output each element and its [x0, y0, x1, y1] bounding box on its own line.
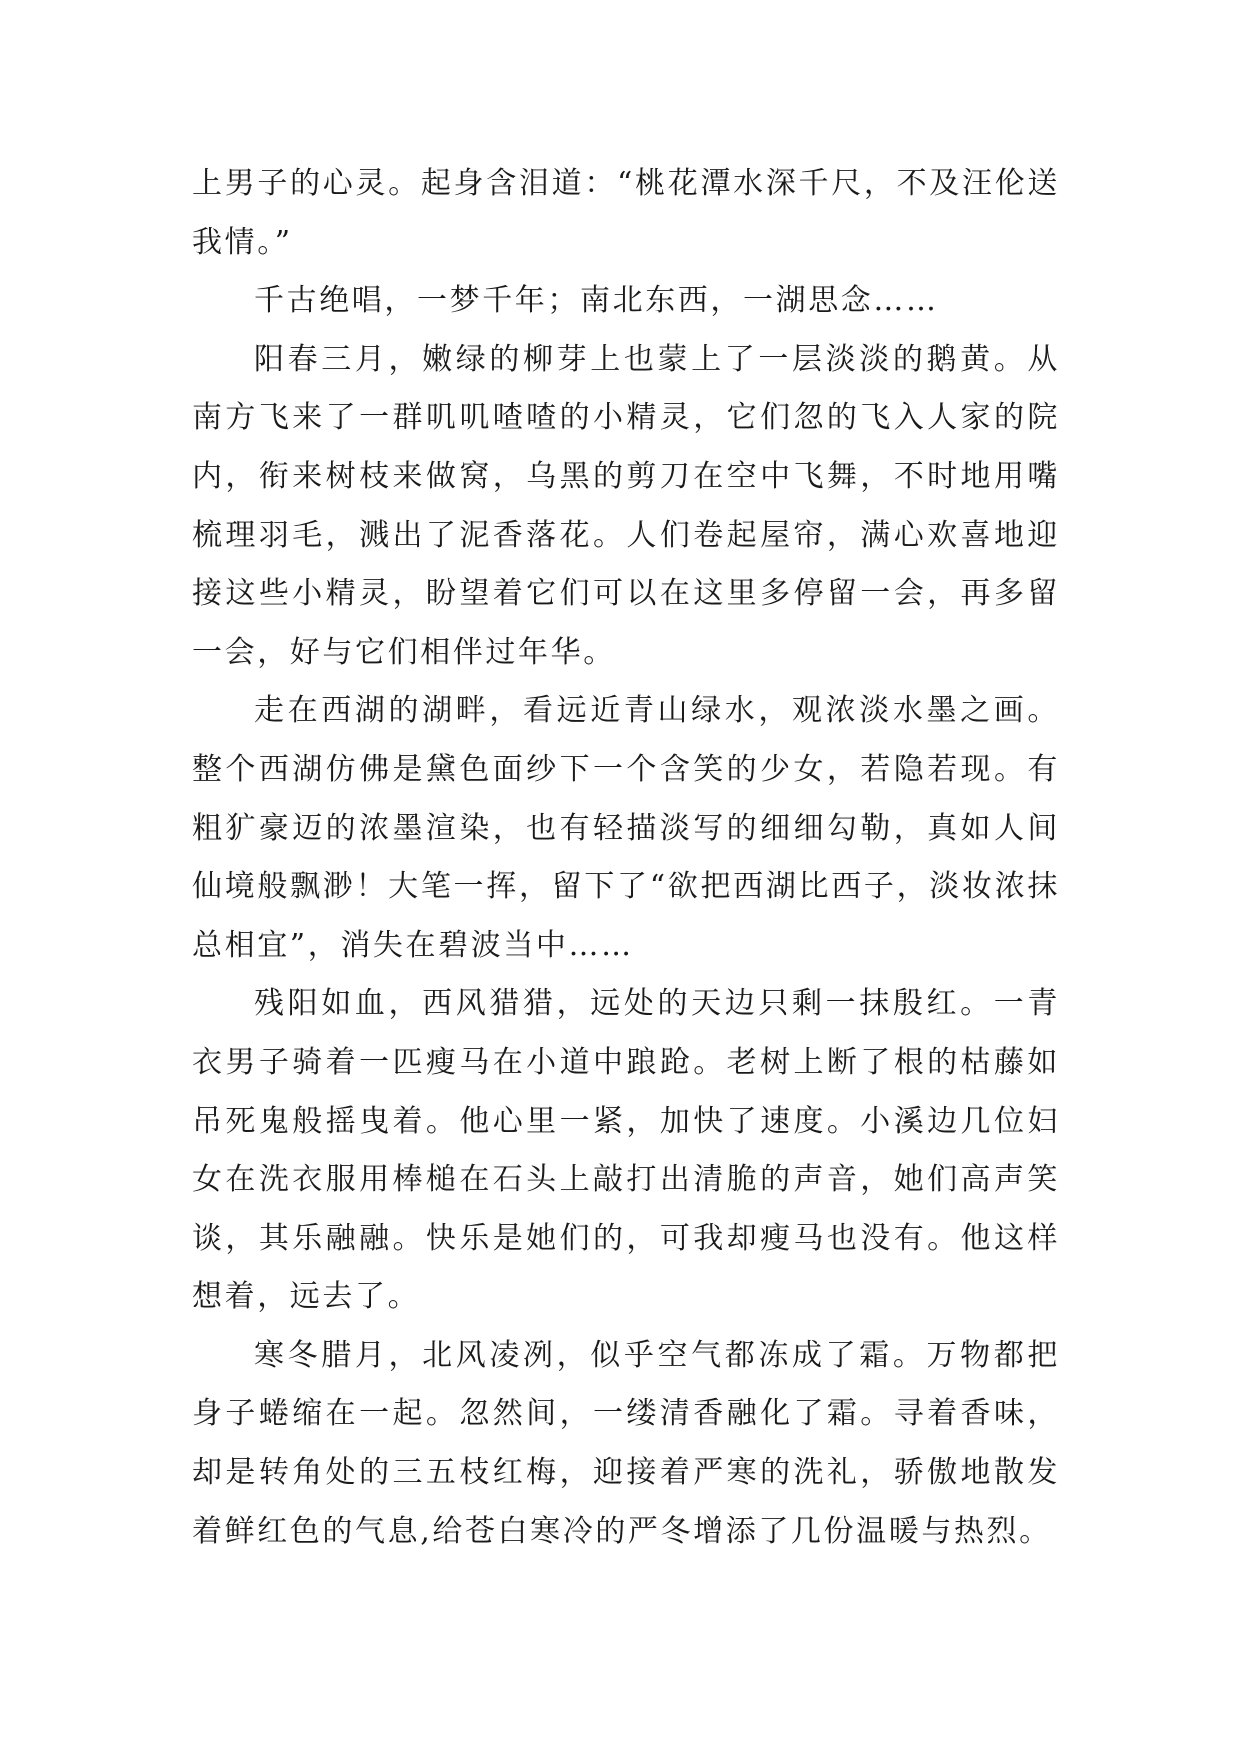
paragraph-winter: 寒冬腊月，北风凌冽，似乎空气都冻成了霜。万物都把身子蜷缩在一起。忽然间，一缕清香融化了霜。寻着香味，却是转角处的三五枝红梅，迎接着严寒的洗礼，骄傲地散发着鲜红色的气息,给苍白寒冷的严冬增添了几份温暖与热烈。	[192, 1337, 1060, 1549]
paragraph-spring: 阳春三月，嫩绿的柳芽上也蒙上了一层淡淡的鹅黄。从南方飞来了一群叽叽喳喳的小精灵，它们忽的飞入人家的院内，衔来树枝来做窝，乌黑的剪刀在空中飞舞，不时地用嘴梳理羽毛，溅出了泥香落花。人们卷起屋帘，满心欢喜地迎接这些小精灵，盼望着它们可以在这里多停留一会，再多留一会，好与它们相伴过年华。	[192, 341, 1060, 670]
paragraph-continuation: 上男子的心灵。起身含泪道：“桃花潭水深千尺，不及汪伦送我情。”	[192, 166, 1060, 260]
paragraph-west-lake: 走在西湖的湖畔，看远近青山绿水，观浓淡水墨之画。整个西湖仿佛是黛色面纱下一个含笑的少女，若隐若现。有粗犷豪迈的浓墨渲染，也有轻描淡写的细细勾勒，真如人间仙境般飘渺！大笔一挥，留下了“欲把西湖比西子，淡妆浓抹总相宜”，消失在碧波当中……	[192, 693, 1060, 963]
paragraph-quote-summary: 千古绝唱，一梦千年；南北东西，一湖思念……	[254, 283, 939, 319]
paragraph-autumn: 残阳如血，西风猎猎，远处的天边只剩一抹殷红。一青衣男子骑着一匹瘦马在小道中踉跄。老树上断了根的枯藤如吊死鬼般摇曳着。他心里一紧，加快了速度。小溪边几位妇女在洗衣服用棒槌在石头上敲打出清脆的声音，她们高声笑谈，其乐融融。快乐是她们的，可我却瘦马也没有。他这样想着，远去了。	[192, 986, 1060, 1315]
document-body	[192, 155, 1060, 1561]
